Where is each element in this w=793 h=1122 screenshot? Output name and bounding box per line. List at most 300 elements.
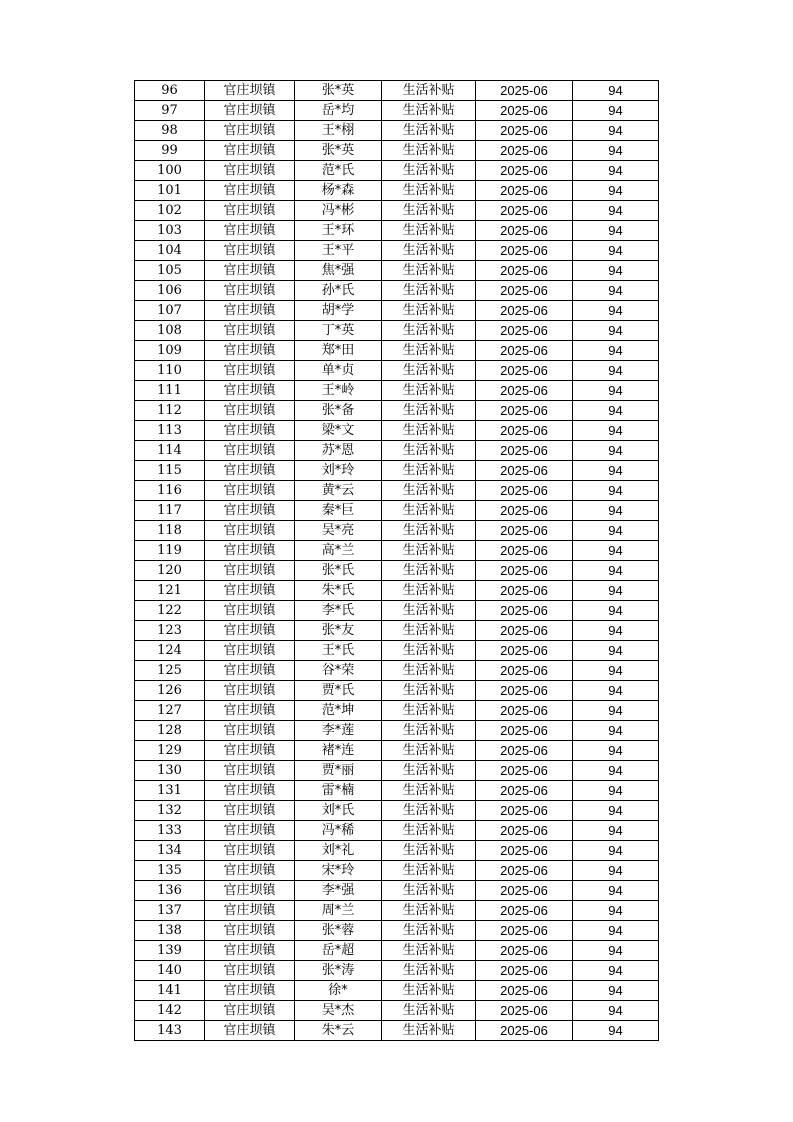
period-cell: 2025-06 [476,801,573,821]
name-cell: 吴*杰 [295,1001,382,1021]
town-cell: 官庄坝镇 [205,641,295,661]
name-cell: 刘*礼 [295,841,382,861]
name-cell: 苏*恩 [295,441,382,461]
town-cell: 官庄坝镇 [205,481,295,501]
name-cell: 岳*均 [295,101,382,121]
table-row [135,141,659,161]
amount-cell: 94 [573,241,659,261]
period-cell: 2025-06 [476,481,573,501]
period-cell: 2025-06 [476,641,573,661]
row-number-cell: 121 [135,581,205,601]
name-cell: 雷*楠 [295,781,382,801]
subsidy-type-cell: 生活补贴 [382,461,476,481]
period-cell: 2025-06 [476,361,573,381]
period-cell: 2025-06 [476,921,573,941]
name-cell: 郑*田 [295,341,382,361]
town-cell: 官庄坝镇 [205,581,295,601]
name-cell: 李*强 [295,881,382,901]
period-cell: 2025-06 [476,321,573,341]
amount-cell: 94 [573,741,659,761]
name-cell: 范*氏 [295,161,382,181]
name-cell: 张*英 [295,141,382,161]
row-number-cell: 143 [135,1021,205,1041]
subsidy-type-cell: 生活补贴 [382,781,476,801]
period-cell: 2025-06 [476,701,573,721]
name-cell: 丁*英 [295,321,382,341]
row-number-cell: 110 [135,361,205,381]
town-cell: 官庄坝镇 [205,821,295,841]
period-cell: 2025-06 [476,941,573,961]
row-number-cell: 142 [135,1001,205,1021]
name-cell: 张*英 [295,81,382,101]
period-cell: 2025-06 [476,121,573,141]
table-row [135,641,659,661]
table-row [135,701,659,721]
subsidy-type-cell: 生活补贴 [382,521,476,541]
amount-cell: 94 [573,301,659,321]
period-cell: 2025-06 [476,981,573,1001]
name-cell: 李*莲 [295,721,382,741]
subsidy-table [134,80,659,1041]
period-cell: 2025-06 [476,541,573,561]
subsidy-type-cell: 生活补贴 [382,121,476,141]
name-cell: 冯*稀 [295,821,382,841]
table-row [135,921,659,941]
amount-cell: 94 [573,641,659,661]
town-cell: 官庄坝镇 [205,241,295,261]
name-cell: 贾*氏 [295,681,382,701]
amount-cell: 94 [573,781,659,801]
period-cell: 2025-06 [476,201,573,221]
town-cell: 官庄坝镇 [205,941,295,961]
period-cell: 2025-06 [476,841,573,861]
amount-cell: 94 [573,761,659,781]
amount-cell: 94 [573,261,659,281]
amount-cell: 94 [573,501,659,521]
period-cell: 2025-06 [476,161,573,181]
name-cell: 冯*彬 [295,201,382,221]
amount-cell: 94 [573,361,659,381]
town-cell: 官庄坝镇 [205,841,295,861]
table-row [135,281,659,301]
period-cell: 2025-06 [476,101,573,121]
subsidy-type-cell: 生活补贴 [382,441,476,461]
subsidy-type-cell: 生活补贴 [382,561,476,581]
amount-cell: 94 [573,181,659,201]
period-cell: 2025-06 [476,581,573,601]
subsidy-type-cell: 生活补贴 [382,821,476,841]
subsidy-type-cell: 生活补贴 [382,301,476,321]
row-number-cell: 123 [135,621,205,641]
amount-cell: 94 [573,421,659,441]
row-number-cell: 138 [135,921,205,941]
period-cell: 2025-06 [476,761,573,781]
row-number-cell: 119 [135,541,205,561]
town-cell: 官庄坝镇 [205,881,295,901]
row-number-cell: 116 [135,481,205,501]
table-row [135,401,659,421]
period-cell: 2025-06 [476,661,573,681]
town-cell: 官庄坝镇 [205,121,295,141]
table-row [135,821,659,841]
subsidy-type-cell: 生活补贴 [382,941,476,961]
name-cell: 岳*超 [295,941,382,961]
town-cell: 官庄坝镇 [205,541,295,561]
period-cell: 2025-06 [476,821,573,841]
subsidy-type-cell: 生活补贴 [382,921,476,941]
name-cell: 朱*氏 [295,581,382,601]
period-cell: 2025-06 [476,181,573,201]
amount-cell: 94 [573,101,659,121]
name-cell: 张*氏 [295,561,382,581]
amount-cell: 94 [573,621,659,641]
subsidy-type-cell: 生活补贴 [382,241,476,261]
table-row [135,781,659,801]
row-number-cell: 112 [135,401,205,421]
table-row [135,221,659,241]
period-cell: 2025-06 [476,141,573,161]
table-row [135,381,659,401]
row-number-cell: 125 [135,661,205,681]
amount-cell: 94 [573,861,659,881]
amount-cell: 94 [573,941,659,961]
subsidy-type-cell: 生活补贴 [382,901,476,921]
subsidy-type-cell: 生活补贴 [382,641,476,661]
period-cell: 2025-06 [476,221,573,241]
subsidy-type-cell: 生活补贴 [382,281,476,301]
subsidy-type-cell: 生活补贴 [382,801,476,821]
table-row [135,981,659,1001]
town-cell: 官庄坝镇 [205,601,295,621]
amount-cell: 94 [573,461,659,481]
town-cell: 官庄坝镇 [205,1021,295,1041]
town-cell: 官庄坝镇 [205,301,295,321]
subsidy-type-cell: 生活补贴 [382,481,476,501]
amount-cell: 94 [573,341,659,361]
subsidy-type-cell: 生活补贴 [382,1021,476,1041]
town-cell: 官庄坝镇 [205,161,295,181]
subsidy-type-cell: 生活补贴 [382,981,476,1001]
amount-cell: 94 [573,541,659,561]
name-cell: 梁*文 [295,421,382,441]
subsidy-type-cell: 生活补贴 [382,861,476,881]
row-number-cell: 139 [135,941,205,961]
table-row [135,901,659,921]
period-cell: 2025-06 [476,261,573,281]
row-number-cell: 124 [135,641,205,661]
table-row [135,161,659,181]
town-cell: 官庄坝镇 [205,681,295,701]
period-cell: 2025-06 [476,741,573,761]
table-row [135,941,659,961]
row-number-cell: 136 [135,881,205,901]
name-cell: 吴*亮 [295,521,382,541]
table-row [135,181,659,201]
period-cell: 2025-06 [476,461,573,481]
town-cell: 官庄坝镇 [205,521,295,541]
table-row [135,501,659,521]
period-cell: 2025-06 [476,341,573,361]
town-cell: 官庄坝镇 [205,321,295,341]
subsidy-type-cell: 生活补贴 [382,381,476,401]
table-row [135,541,659,561]
period-cell: 2025-06 [476,781,573,801]
period-cell: 2025-06 [476,901,573,921]
table-row [135,341,659,361]
table-body [135,81,659,1041]
town-cell: 官庄坝镇 [205,921,295,941]
row-number-cell: 107 [135,301,205,321]
name-cell: 孙*氏 [295,281,382,301]
table-row [135,441,659,461]
table-row [135,361,659,381]
row-number-cell: 114 [135,441,205,461]
period-cell: 2025-06 [476,501,573,521]
row-number-cell: 108 [135,321,205,341]
town-cell: 官庄坝镇 [205,901,295,921]
table-row [135,681,659,701]
town-cell: 官庄坝镇 [205,221,295,241]
period-cell: 2025-06 [476,441,573,461]
row-number-cell: 106 [135,281,205,301]
amount-cell: 94 [573,701,659,721]
row-number-cell: 102 [135,201,205,221]
name-cell: 焦*强 [295,261,382,281]
row-number-cell: 122 [135,601,205,621]
amount-cell: 94 [573,821,659,841]
town-cell: 官庄坝镇 [205,81,295,101]
subsidy-type-cell: 生活补贴 [382,581,476,601]
amount-cell: 94 [573,601,659,621]
name-cell: 徐* [295,981,382,1001]
name-cell: 黄*云 [295,481,382,501]
row-number-cell: 130 [135,761,205,781]
amount-cell: 94 [573,901,659,921]
row-number-cell: 133 [135,821,205,841]
town-cell: 官庄坝镇 [205,781,295,801]
amount-cell: 94 [573,661,659,681]
table-row [135,481,659,501]
row-number-cell: 105 [135,261,205,281]
name-cell: 张*涛 [295,961,382,981]
table-row [135,521,659,541]
amount-cell: 94 [573,441,659,461]
table-row [135,741,659,761]
town-cell: 官庄坝镇 [205,261,295,281]
table-row [135,761,659,781]
subsidy-type-cell: 生活补贴 [382,81,476,101]
town-cell: 官庄坝镇 [205,181,295,201]
subsidy-type-cell: 生活补贴 [382,341,476,361]
row-number-cell: 96 [135,81,205,101]
town-cell: 官庄坝镇 [205,201,295,221]
table-row [135,461,659,481]
row-number-cell: 126 [135,681,205,701]
period-cell: 2025-06 [476,241,573,261]
amount-cell: 94 [573,1021,659,1041]
amount-cell: 94 [573,881,659,901]
amount-cell: 94 [573,381,659,401]
subsidy-type-cell: 生活补贴 [382,681,476,701]
table-row [135,961,659,981]
subsidy-type-cell: 生活补贴 [382,1001,476,1021]
table-row [135,801,659,821]
row-number-cell: 132 [135,801,205,821]
table-row [135,721,659,741]
subsidy-type-cell: 生活补贴 [382,181,476,201]
row-number-cell: 103 [135,221,205,241]
row-number-cell: 113 [135,421,205,441]
town-cell: 官庄坝镇 [205,561,295,581]
row-number-cell: 97 [135,101,205,121]
row-number-cell: 117 [135,501,205,521]
table-row [135,581,659,601]
period-cell: 2025-06 [476,1001,573,1021]
town-cell: 官庄坝镇 [205,1001,295,1021]
amount-cell: 94 [573,561,659,581]
town-cell: 官庄坝镇 [205,721,295,741]
amount-cell: 94 [573,201,659,221]
table-row [135,321,659,341]
name-cell: 秦*巨 [295,501,382,521]
row-number-cell: 104 [135,241,205,261]
subsidy-type-cell: 生活补贴 [382,661,476,681]
row-number-cell: 135 [135,861,205,881]
subsidy-type-cell: 生活补贴 [382,401,476,421]
name-cell: 王*环 [295,221,382,241]
subsidy-type-cell: 生活补贴 [382,881,476,901]
row-number-cell: 100 [135,161,205,181]
name-cell: 王*氏 [295,641,382,661]
subsidy-type-cell: 生活补贴 [382,361,476,381]
period-cell: 2025-06 [476,301,573,321]
subsidy-type-cell: 生活补贴 [382,141,476,161]
town-cell: 官庄坝镇 [205,461,295,481]
row-number-cell: 115 [135,461,205,481]
table-row [135,561,659,581]
name-cell: 王*栩 [295,121,382,141]
name-cell: 谷*荣 [295,661,382,681]
table-row [135,421,659,441]
table-row [135,121,659,141]
subsidy-type-cell: 生活补贴 [382,741,476,761]
name-cell: 朱*云 [295,1021,382,1041]
period-cell: 2025-06 [476,881,573,901]
town-cell: 官庄坝镇 [205,621,295,641]
row-number-cell: 129 [135,741,205,761]
town-cell: 官庄坝镇 [205,401,295,421]
town-cell: 官庄坝镇 [205,281,295,301]
table-row [135,261,659,281]
town-cell: 官庄坝镇 [205,741,295,761]
row-number-cell: 131 [135,781,205,801]
town-cell: 官庄坝镇 [205,981,295,1001]
subsidy-type-cell: 生活补贴 [382,421,476,441]
town-cell: 官庄坝镇 [205,381,295,401]
row-number-cell: 120 [135,561,205,581]
subsidy-type-cell: 生活补贴 [382,101,476,121]
table-row [135,81,659,101]
table-row [135,881,659,901]
period-cell: 2025-06 [476,421,573,441]
table-row [135,861,659,881]
period-cell: 2025-06 [476,1021,573,1041]
town-cell: 官庄坝镇 [205,961,295,981]
period-cell: 2025-06 [476,401,573,421]
name-cell: 范*坤 [295,701,382,721]
name-cell: 胡*学 [295,301,382,321]
town-cell: 官庄坝镇 [205,861,295,881]
name-cell: 褚*连 [295,741,382,761]
amount-cell: 94 [573,221,659,241]
town-cell: 官庄坝镇 [205,441,295,461]
table-row [135,1021,659,1041]
amount-cell: 94 [573,1001,659,1021]
table-row [135,201,659,221]
subsidy-type-cell: 生活补贴 [382,161,476,181]
table-row [135,1001,659,1021]
name-cell: 杨*森 [295,181,382,201]
period-cell: 2025-06 [476,281,573,301]
amount-cell: 94 [573,281,659,301]
name-cell: 王*岭 [295,381,382,401]
amount-cell: 94 [573,801,659,821]
subsidy-type-cell: 生活补贴 [382,261,476,281]
subsidy-type-cell: 生活补贴 [382,541,476,561]
row-number-cell: 118 [135,521,205,541]
period-cell: 2025-06 [476,721,573,741]
name-cell: 贾*丽 [295,761,382,781]
subsidy-type-cell: 生活补贴 [382,721,476,741]
amount-cell: 94 [573,141,659,161]
table-row [135,621,659,641]
town-cell: 官庄坝镇 [205,701,295,721]
name-cell: 张*友 [295,621,382,641]
name-cell: 王*平 [295,241,382,261]
subsidy-type-cell: 生活补贴 [382,601,476,621]
table-row [135,301,659,321]
subsidy-type-cell: 生活补贴 [382,701,476,721]
amount-cell: 94 [573,121,659,141]
period-cell: 2025-06 [476,681,573,701]
amount-cell: 94 [573,161,659,181]
name-cell: 单*贞 [295,361,382,381]
row-number-cell: 137 [135,901,205,921]
table-row [135,661,659,681]
table-row [135,241,659,261]
town-cell: 官庄坝镇 [205,661,295,681]
table-row [135,601,659,621]
town-cell: 官庄坝镇 [205,501,295,521]
town-cell: 官庄坝镇 [205,141,295,161]
subsidy-type-cell: 生活补贴 [382,621,476,641]
subsidy-type-cell: 生活补贴 [382,321,476,341]
period-cell: 2025-06 [476,861,573,881]
subsidy-type-cell: 生活补贴 [382,501,476,521]
amount-cell: 94 [573,921,659,941]
amount-cell: 94 [573,681,659,701]
period-cell: 2025-06 [476,621,573,641]
town-cell: 官庄坝镇 [205,101,295,121]
name-cell: 刘*玲 [295,461,382,481]
town-cell: 官庄坝镇 [205,801,295,821]
subsidy-type-cell: 生活补贴 [382,221,476,241]
row-number-cell: 141 [135,981,205,1001]
amount-cell: 94 [573,81,659,101]
table-row [135,101,659,121]
amount-cell: 94 [573,841,659,861]
subsidy-type-cell: 生活补贴 [382,761,476,781]
